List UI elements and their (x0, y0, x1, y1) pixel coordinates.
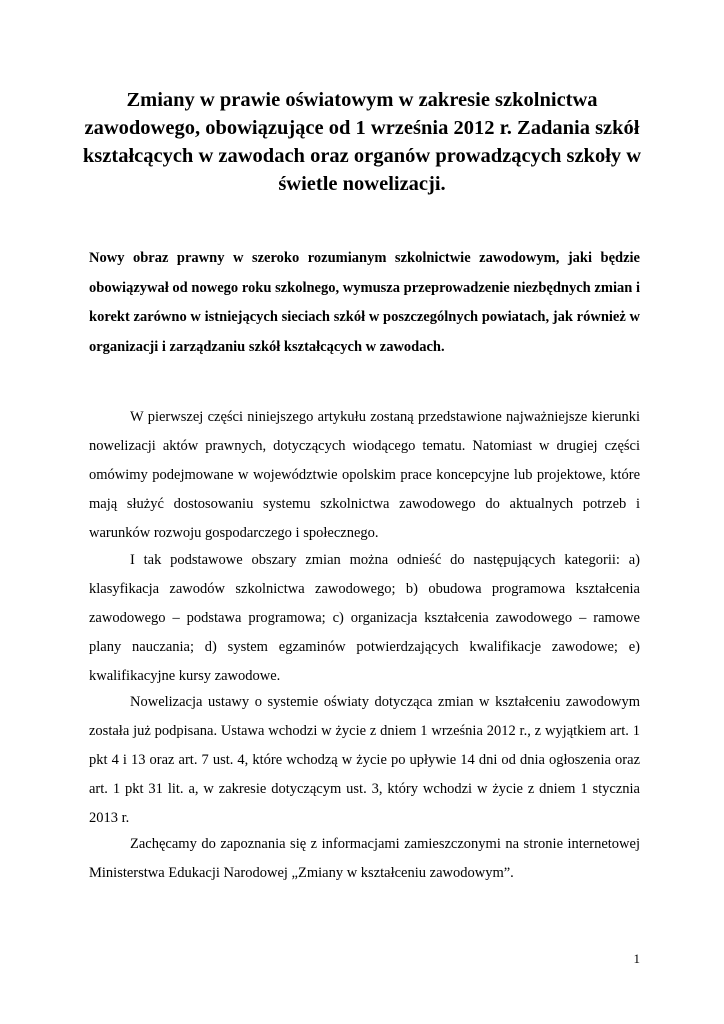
lead-paragraph: Nowy obraz prawny w szeroko rozumianym szkolnictwie zawodowym, jaki będzie obowiązywał od nowego roku szkolnego, wymusza przeprowadzenie niezbędnych zmian i korekt zarówno w istniejących sieciach szkół w poszczególnych powiatach, jak również w organizacji i zarządzaniu szkół kształcących w zawodach. (89, 250, 640, 355)
page-number: 1 (633, 951, 640, 966)
document-title: Zmiany w prawie oświatowym w zakresie szkolnictwa zawodowego, obowiązujące od 1 września 2012 r. Zadania szkół kształcących w zawodach oraz organów prowadzących szkoły w świetle nowelizacji. (82, 89, 642, 195)
body-paragraph-1: W pierwszej części niniejszego artykułu zostaną przedstawione najważniejsze kierunki nowelizacji aktów prawnych, dotyczących wiodącego tematu. Natomiast w drugiej części omówimy podejmowane w województwie opolskim prace koncepcyjne lub projektowe, które mają służyć dostosowaniu systemu szkolnictwa zawodowego do aktualnych potrzeb i warunków rozwoju gospodarczego i społecznego. (89, 409, 640, 541)
body-paragraph-2: I tak podstawowe obszary zmian można odnieść do następujących kategorii: a) klasyfikacja zawodów szkolnictwa zawodowego; b) obudowa programowa kształcenia zawodowego – podstawa programowa; c) organizacja kształcenia zawodowego – ramowe plany nauczania; d) system egzaminów potwierdzających kwalifikacje zawodowe; e) kwalifikacyjne kursy zawodowe. (89, 552, 640, 684)
body-paragraph-4: Zachęcamy do zapoznania się z informacjami zamieszczonymi na stronie internetowej Ministerstwa Edukacji Narodowej „Zmiany w kształceniu zawodowym”. (89, 836, 640, 881)
body-paragraph-3: Nowelizacja ustawy o systemie oświaty dotycząca zmian w kształceniu zawodowym została już podpisana. Ustawa wchodzi w życie z dniem 1 września 2012 r., z wyjątkiem art. 1 pkt 4 i 13 oraz art. 7 ust. 4, które wchodzą w życie po upływie 14 dni od dnia ogłoszenia oraz art. 1 pkt 31 lit. a, w zakresie dotyczącym ust. 3, który wchodzi w życie z dniem 1 stycznia 2013 r. (89, 694, 640, 826)
